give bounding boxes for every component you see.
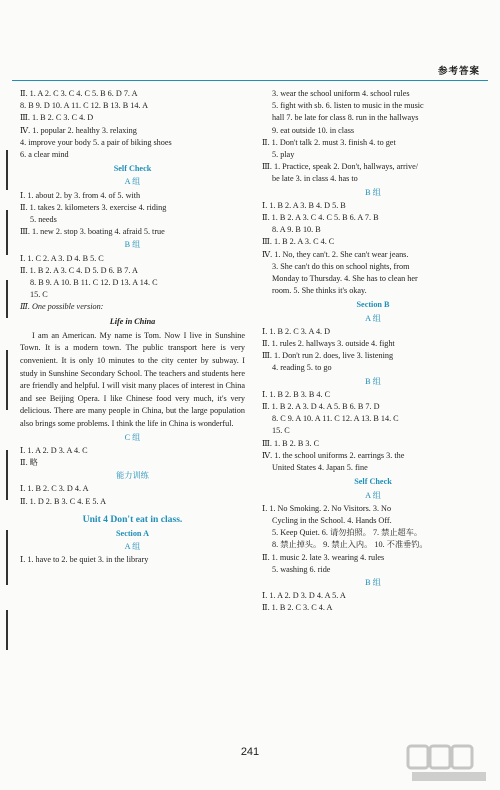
group-label: A 组 <box>365 490 381 500</box>
answer-line: Ⅰ. 1. have to 2. be quiet 3. in the library <box>20 555 149 565</box>
answer-line: 4. reading 5. to go <box>272 363 332 373</box>
section-title: Section A <box>116 529 149 539</box>
answer-line: 9. eat outside 10. in class <box>272 125 355 135</box>
group-label: B 组 <box>365 376 381 386</box>
left-top-answers <box>20 88 245 161</box>
answer-line: Ⅲ. 1. new 2. stop 3. boating 4. afraid 5. true <box>20 227 165 237</box>
answer-line: Ⅰ. 1. B 2. A 3. B 4. D 5. B <box>262 200 346 210</box>
essay-title: Life in China <box>109 316 156 326</box>
answer-line: Ⅲ. 1. B 2. C 3. C 4. D <box>20 113 94 123</box>
group-label: A 组 <box>124 177 141 187</box>
answer-line: 5. fight with sb. 6. listen to music in the music <box>272 101 424 111</box>
answer-line: Ⅲ. 1. B 2. A 3. C 4. C <box>262 237 335 247</box>
answer-line: Ⅰ. 1. B 2. B 3. B 4. C <box>262 389 331 399</box>
left-column <box>20 88 245 567</box>
answer-line: Ⅱ. 1. rules 2. hallways 3. outside 4. fight <box>262 339 395 349</box>
answer-line: 8. B 9. A 10. B 11. C 12. D 13. A 14. C <box>30 278 158 288</box>
watermark-logo-icon <box>406 742 492 784</box>
group-label: C 组 <box>124 432 141 442</box>
answer-line: Ⅰ. 1. B 2. C 3. A 4. D <box>262 326 331 336</box>
answer-line: Monday to Thursday. 4. She has to clean her <box>272 274 418 284</box>
section-title: Self Check <box>354 477 392 487</box>
answer-line: Ⅱ. 1. B 2. C 3. C 4. A <box>262 603 333 613</box>
answer-line: Ⅰ. 1. B 2. C 3. D 4. A <box>20 484 89 494</box>
answer-line: 5. needs <box>30 215 57 225</box>
page-header-title: 参考答案 <box>437 67 480 77</box>
answer-line: 5. play <box>272 150 295 160</box>
answer-line: Ⅱ. 1. B 2. A 3. C 4. D 5. D 6. B 7. A <box>20 265 138 275</box>
answer-line: 15. C <box>30 290 48 300</box>
answer-line: 8. C 9. A 10. A 11. C 12. A 13. B 14. C <box>272 414 399 424</box>
section-title: 能力训练 <box>116 471 149 481</box>
answer-line: Ⅳ. 1. the school uniforms 2. earrings 3. the <box>262 450 405 460</box>
answer-line: Ⅱ. 略 <box>20 458 38 468</box>
answer-line: Ⅳ. 1. No, they can't. 2. She can't wear jeans. <box>262 249 409 259</box>
binding-marks <box>3 150 13 670</box>
answer-line: Ⅱ. 1. Don't talk 2. must 3. finish 4. to get <box>262 137 396 147</box>
answer-line: 4. improve your body 5. a pair of biking shoes <box>20 137 172 147</box>
possible-version-label: Ⅲ. One possible version: <box>20 302 104 312</box>
answer-line: Ⅰ. 1. A 2. D 3. D 4. A 5. A <box>262 591 346 601</box>
answer-line: Ⅱ. 1. B 2. A 3. C 4. C 5. B 6. A 7. B <box>262 213 379 223</box>
answer-line: hall 7. be late for class 8. run in the hallways <box>272 113 419 123</box>
answer-line: Ⅰ. 1. A 2. D 3. A 4. C <box>20 445 88 455</box>
answer-line: Cycling in the School. 4. Hands Off. <box>272 515 392 525</box>
answer-line: Ⅰ. 1. C 2. A 3. D 4. B 5. C <box>20 253 104 263</box>
page-number: 241 <box>240 746 260 758</box>
section-title: Self Check <box>113 164 152 174</box>
answer-line: Ⅲ. 1. Don't run 2. does, live 3. listening <box>262 351 394 361</box>
answer-line: room. 5. She thinks it's okay. <box>272 286 367 296</box>
essay <box>20 330 245 431</box>
answer-line: Ⅰ. 1. about 2. by 3. from 4. of 5. with <box>20 190 141 200</box>
group-label: A 组 <box>365 313 381 323</box>
answer-line: 5. washing 6. ride <box>272 564 331 574</box>
answer-line: Ⅱ. 1. music 2. late 3. wearing 4. rules <box>262 552 385 562</box>
group-label: B 组 <box>124 240 141 250</box>
answer-line: Ⅱ. 1. takes 2. kilometers 3. exercise 4. riding <box>20 202 167 212</box>
answer-line: Ⅳ. 1. popular 2. healthy 3. relaxing <box>20 125 137 135</box>
answer-line: Ⅰ. 1. No Smoking. 2. No Visitors. 3. No <box>262 503 392 513</box>
right-column <box>262 88 484 615</box>
answer-line: 5. Keep Quiet. 6. 请勿拍照。 7. 禁止超车。 <box>272 528 423 538</box>
answer-line: 15. C <box>272 426 290 436</box>
answer-line: Ⅱ. 1. B 2. A 3. D 4. A 5. B 6. B 7. D <box>262 402 380 412</box>
group-label: B 组 <box>365 187 381 197</box>
answer-line: be late 3. in class 4. has to <box>272 174 358 184</box>
answer-line: Ⅲ. 1. Practice, speak 2. Don't, hallways, arrive/ <box>262 162 419 172</box>
answer-line: 8. 禁止掉头。 9. 禁止入内。 10. 不准垂钓。 <box>272 540 428 550</box>
unit-title: Unit 4 Don't eat in class. <box>82 513 183 525</box>
group-label: B 组 <box>365 577 381 587</box>
answer-line: 8. B 9. D 10. A 11. C 12. B 13. B 14. A <box>20 101 148 111</box>
answer-line: Ⅲ. 1. B 2. B 3. C <box>262 438 320 448</box>
group-label: A 组 <box>124 542 141 552</box>
section-title: Section B <box>356 300 390 310</box>
answer-line: Ⅱ. 1. D 2. B 3. C 4. E 5. A <box>20 496 107 506</box>
answer-line: 3. wear the school uniform 4. school rules <box>272 89 410 98</box>
answer-line: 3. She can't do this on school nights, from <box>272 261 410 271</box>
answer-line: Ⅱ. 1. A 2. C 3. C 4. C 5. B 6. D 7. A <box>20 89 138 98</box>
answer-line: 6. a clear mind <box>20 150 69 160</box>
essay-paragraph: I am an American. My name is Tom. Now I live in Sunshine Town. It is a modern town. The public transport here is very convenient. It is only 10 minutes to the city center by subway. I study in Sunshine Secondary School. The teachers and students here are friendly and helpful. I will visit many places of interest in China and see Beijing Opera. I like Chinese food very much, it's very delicious. There are many people in China, but the large population also brings some problems. I think the life in China is wonderful. <box>20 330 245 429</box>
header-rule <box>12 80 488 81</box>
answer-line: United States 4. Japan 5. fine <box>272 463 368 473</box>
answer-line: 8. A 9. B 10. B <box>272 225 321 235</box>
